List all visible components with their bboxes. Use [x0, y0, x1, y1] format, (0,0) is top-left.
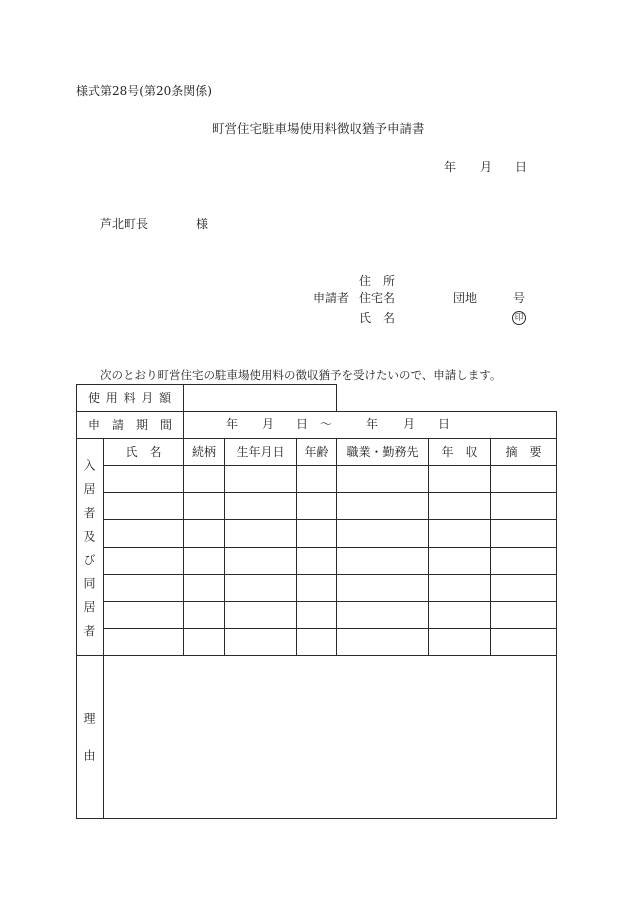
period-to-day-label: 日: [438, 417, 451, 431]
resident-age-cell: [296, 547, 337, 575]
form-number: 様式第28号(第20条関係): [76, 84, 212, 98]
resident-occupation-cell: [336, 628, 429, 656]
date-year-label: 年: [444, 160, 457, 174]
date-month-label: 月: [480, 160, 493, 174]
resident-occupation-cell: [336, 519, 429, 548]
column-header-remarks-text: 摘 要: [505, 445, 542, 459]
applicant-name-label: 氏 名: [359, 311, 396, 325]
monthly-fee-label: 使用料月額: [87, 391, 177, 405]
resident-birth-date-cell: [224, 465, 297, 493]
period-from-year-label: 年: [226, 417, 239, 431]
resident-age-cell: [296, 601, 337, 629]
resident-relationship-cell: [183, 574, 225, 602]
resident-annual-income-cell: [428, 547, 491, 575]
resident-occupation-cell: [336, 601, 429, 629]
resident-relationship-cell: [183, 547, 225, 575]
resident-remarks-cell: [490, 628, 557, 656]
resident-relationship-cell: [183, 628, 225, 656]
addressee-name: 芦北町長: [100, 217, 149, 231]
resident-relationship-cell: [183, 465, 225, 493]
resident-remarks-cell: [490, 465, 557, 493]
column-header-annual-income: [428, 438, 491, 466]
resident-remarks-cell: [490, 519, 557, 548]
applicant-address-label: 住 所: [359, 274, 396, 288]
resident-age-cell: [296, 628, 337, 656]
resident-age-cell: [296, 519, 337, 548]
reason-body-cell: [103, 655, 557, 819]
resident-birth-date-cell: [224, 601, 297, 629]
resident-occupation-cell: [336, 492, 429, 520]
applicant-estate-suffix: 団地: [453, 291, 478, 305]
period-label-cell: [76, 411, 184, 439]
period-to-month-label: 月: [403, 417, 416, 431]
resident-annual-income-cell: [428, 519, 491, 548]
period-from-month-label: 月: [262, 417, 275, 431]
resident-annual-income-cell: [428, 492, 491, 520]
period-label: 申 請 期 間: [87, 418, 172, 432]
column-header-occupation-text: 職業・勤務先: [346, 445, 419, 459]
resident-age-cell: [296, 574, 337, 602]
column-header-occupation: [336, 438, 429, 466]
monthly-fee-value-cell: [183, 384, 337, 412]
applicant-unit-suffix: 号: [513, 291, 526, 305]
column-header-name: [103, 438, 184, 466]
column-header-age: [296, 438, 337, 466]
resident-birth-date-cell: [224, 492, 297, 520]
column-header-name-text: 氏 名: [125, 445, 162, 459]
resident-name-cell: [103, 628, 184, 656]
applicant-label: 申請者: [313, 291, 350, 305]
resident-occupation-cell: [336, 547, 429, 575]
resident-annual-income-cell: [428, 465, 491, 493]
monthly-fee-label-cell: [76, 384, 184, 412]
resident-annual-income-cell: [428, 601, 491, 629]
resident-occupation-cell: [336, 465, 429, 493]
resident-name-cell: [103, 601, 184, 629]
resident-annual-income-cell: [428, 574, 491, 602]
resident-birth-date-cell: [224, 519, 297, 548]
resident-name-cell: [103, 574, 184, 602]
seal-mark: 印: [512, 311, 526, 325]
residents-label: 入居者及び同居者: [82, 459, 96, 648]
application-statement: 次のとおり町営住宅の駐車場使用料の徴収猶予を受けたいので、申請します。: [100, 368, 502, 382]
resident-birth-date-cell: [224, 547, 297, 575]
resident-occupation-cell: [336, 574, 429, 602]
resident-birth-date-cell: [224, 574, 297, 602]
form-title: 町営住宅駐車場使用料徴収猶予申請書: [212, 121, 425, 136]
column-header-age-text: 年齢: [304, 445, 329, 459]
column-header-birth-date: [224, 438, 297, 466]
resident-name-cell: [103, 492, 184, 520]
column-header-relationship: [183, 438, 225, 466]
addressee-honorific: 様: [196, 217, 209, 231]
resident-relationship-cell: [183, 601, 225, 629]
period-to-year-label: 年: [366, 417, 379, 431]
column-header-birth-date-text: 生年月日: [236, 445, 285, 459]
period-from-day-label: 日: [296, 417, 309, 431]
resident-relationship-cell: [183, 492, 225, 520]
column-header-annual-income-text: 年 収: [441, 445, 478, 459]
column-header-relationship-text: 続柄: [191, 445, 216, 459]
resident-remarks-cell: [490, 547, 557, 575]
resident-name-cell: [103, 519, 184, 548]
resident-remarks-cell: [490, 601, 557, 629]
date-day-label: 日: [515, 160, 528, 174]
resident-age-cell: [296, 492, 337, 520]
resident-birth-date-cell: [224, 628, 297, 656]
applicant-housing-label: 住宅名: [359, 291, 396, 305]
resident-remarks-cell: [490, 574, 557, 602]
period-separator: 〜: [320, 417, 333, 431]
resident-relationship-cell: [183, 519, 225, 548]
resident-name-cell: [103, 547, 184, 575]
column-header-remarks: [490, 438, 557, 466]
reason-label: 理由: [82, 712, 96, 786]
resident-annual-income-cell: [428, 628, 491, 656]
resident-remarks-cell: [490, 492, 557, 520]
resident-name-cell: [103, 465, 184, 493]
resident-age-cell: [296, 465, 337, 493]
